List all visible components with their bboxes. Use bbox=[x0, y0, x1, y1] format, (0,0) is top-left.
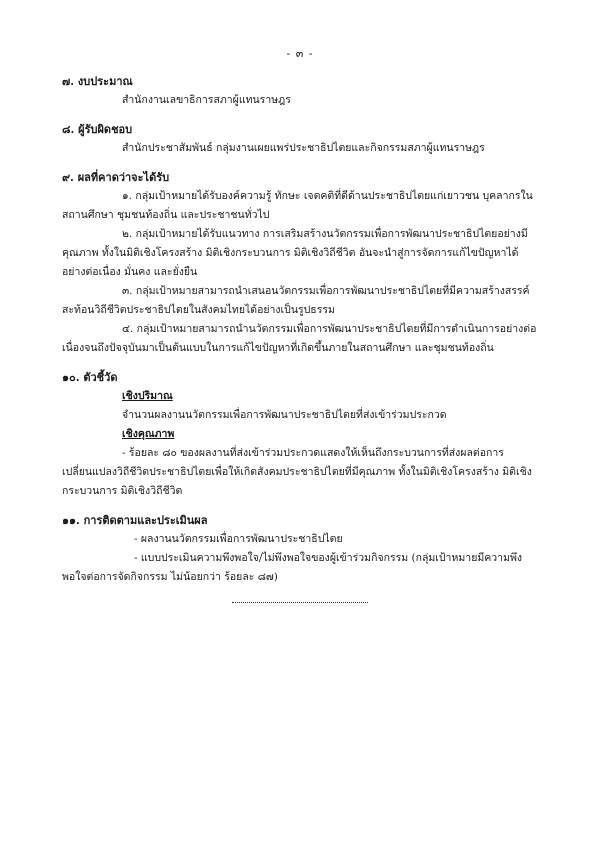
section-9-item-4: ๔. กลุ่มเป้าหมายสามารถนำนวัตกรรมเพื่อการพัฒนาประชาธิปไตยที่มีการดำเนินการอย่างต่อเนื่องจนถึงปัจจุบันมาเป็นต้นแบบในการแก้ไขปัญหาที่เกิดขึ้นภายในสถานศึกษา และชุมชนท้องถิ่น bbox=[62, 323, 537, 354]
document-content bbox=[62, 72, 538, 603]
qualitative-body: - ร้อยละ ๘๐ ของผลงานที่ส่งเข้าร่วมประกวดแสดงให้เห็นถึงกระบวนการที่ส่งผลต่อการเปลี่ยนแปลงวิถีชีวิตประชาธิปไตยเพื่อให้เกิดสังคมประชาธิปไตยที่มีคุณภาพ ทั้งในมิติเชิงโครงสร้าง มิติเชิงกระบวนการ มิติเชิงวิถีชีวิต bbox=[62, 447, 532, 497]
section-8-heading: ๘. ผู้รับผิดชอบ bbox=[62, 123, 133, 136]
quantitative-body: จำนวนผลงานนวัตกรรมเพื่อการพัฒนาประชาธิปไตยที่ส่งเข้าร่วมประกวด bbox=[122, 409, 447, 421]
section-10-heading: ๑๐. ตัวชี้วัด bbox=[62, 371, 118, 384]
quantitative-label: เชิงปริมาณ bbox=[122, 390, 173, 402]
qualitative-label: เชิงคุณภาพ bbox=[122, 428, 175, 440]
section-11-item-2: - แบบประเมินความพึงพอใจ/ไม่พึงพอใจของผู้เข้าร่วมกิจกรรม (กลุ่มเป้าหมายมีความพึงพอใจต่อการจัดกิจกรรม ไม่น้อยกว่า ร้อยละ ๘๗) bbox=[62, 552, 523, 583]
section-8-body: สำนักประชาสัมพันธ์ กลุ่มงานเผยแพร่ประชาธิปไตยและกิจกรรมสภาผู้แทนราษฎร bbox=[122, 142, 485, 154]
section-9-item-3: ๓. กลุ่มเป้าหมายสามารถนำเสนอนวัตกรรมเพื่อการพัฒนาประชาธิปไตยที่มีความสร้างสรรค์สะท้อนวิถีชีวิตประชาธิปไตยในสังคมไทยได้อย่างเป็นรูปธรรม bbox=[62, 285, 530, 316]
section-7-body: สำนักงานเลขาธิการสภาผู้แทนราษฎร bbox=[122, 94, 291, 106]
section-7-heading: ๗. งบประมาณ bbox=[62, 75, 133, 88]
section-9-heading: ๙. ผลที่คาดว่าจะได้รับ bbox=[62, 171, 170, 184]
end-dotted-line bbox=[232, 601, 368, 603]
section-9-item-1: ๑. กลุ่มเป้าหมายได้รับองค์ความรู้ ทักษะ เจตคติที่ดีด้านประชาธิปไตยแก่เยาวชน บุคลากรในสถานศึกษา ชุมชนท้องถิ่น และประชาชนทั่วไป bbox=[62, 190, 533, 221]
page-number: - ๓ - bbox=[286, 47, 314, 60]
section-9-item-2: ๒. กลุ่มเป้าหมายได้รับแนวทาง การเสริมสร้างนวัตกรรมเพื่อการพัฒนาประชาธิปไตยอย่างมีคุณภาพ ทั้งในมิติเชิงโครงสร้าง มิติเชิงกระบวนการ มิติเชิงวิถีชีวิต อันจะนำสู่การจัดการแก้ไขปัญหาได้อย่างต่อเนื่อง มั่นคง และยั่งยืน bbox=[62, 228, 528, 278]
section-11-heading: ๑๑. การติดตามและประเมินผล bbox=[62, 514, 208, 527]
section-11-item-1: - ผลงานนวัตกรรมเพื่อการพัฒนาประชาธิปไตย bbox=[134, 533, 343, 545]
